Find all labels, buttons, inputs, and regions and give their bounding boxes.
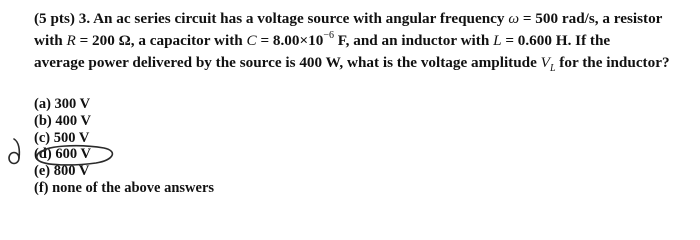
capacitance-symbol: C xyxy=(246,32,257,49)
option-b[interactable]: (b) 400 V xyxy=(34,112,91,129)
option-c[interactable]: (c) 500 V xyxy=(34,129,90,146)
capacitance-value: = 8.00×10 xyxy=(256,32,324,49)
question-text-1b: = 500 rad/s, a resistor xyxy=(519,10,663,27)
inductance-symbol: L xyxy=(493,32,502,49)
question-text-3a: average power delivered by the source is 400 W, what is the voltage amplitude xyxy=(34,54,541,71)
answer-options xyxy=(34,96,214,197)
option-a[interactable]: (a) 300 V xyxy=(34,96,91,112)
voltage-subscript: L xyxy=(549,63,556,74)
handwritten-answer-letter xyxy=(9,139,19,164)
capacitance-exponent: −6 xyxy=(323,30,334,41)
question-points: (5 pts) xyxy=(34,10,75,27)
question-line-2 xyxy=(34,30,674,52)
question-text-2b: , a capacitor with xyxy=(130,32,247,49)
option-f[interactable]: (f) none of the above answers xyxy=(34,179,215,196)
resistance-symbol: R xyxy=(66,32,76,49)
voltage-symbol: V xyxy=(540,54,550,71)
question-text-2c: , and an inductor with xyxy=(345,32,494,49)
question-text-2a: with xyxy=(34,32,67,49)
omega-symbol: ω xyxy=(508,10,520,27)
resistance-value: = 200 Ω xyxy=(75,32,131,49)
capacitance-unit: F xyxy=(333,32,346,49)
inductance-value: = 0.600 H xyxy=(501,32,568,49)
question-text-3b: for the inductor? xyxy=(555,54,670,71)
option-e[interactable]: (e) 800 V xyxy=(34,163,90,180)
question-text-2d: . If the xyxy=(567,32,611,49)
option-d[interactable]: (d) 600 V xyxy=(34,146,91,163)
question-line-1 xyxy=(34,8,674,30)
question-line-3 xyxy=(34,52,674,74)
question-text-1a: An ac series circuit has a voltage source with angular frequency xyxy=(93,10,509,27)
question-text xyxy=(34,8,674,74)
question-number: 3. xyxy=(78,10,91,27)
